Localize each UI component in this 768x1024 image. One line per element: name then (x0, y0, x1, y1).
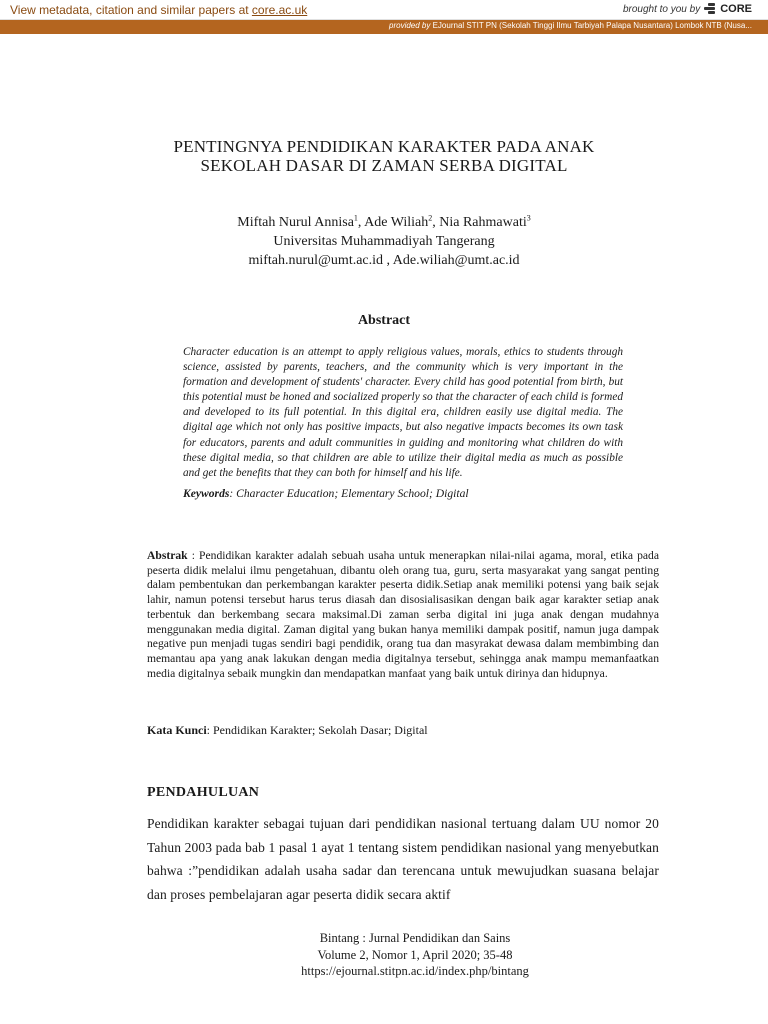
core-link[interactable]: core.ac.uk (251, 3, 308, 17)
brought-by-label: brought to you by (622, 3, 701, 15)
author-names (0, 213, 768, 232)
core-logo-text: CORE (720, 3, 752, 15)
provided-by-label: provided by (389, 21, 431, 30)
author-emails[interactable]: miftah.nurul@umt.ac.id , Ade.wiliah@umt.ac.id (248, 253, 520, 268)
kata-kunci-label: Kata Kunci (147, 723, 207, 737)
author-affiliation-mark: 2 (428, 213, 433, 223)
core-branding[interactable] (623, 3, 752, 15)
keywords-values: : Character Education; Elementary School; Digital (229, 487, 469, 500)
intro-paragraph: Pendidikan karakter sebagai tujuan dari pendidikan nasional tertuang dalam UU nomor 20 Tahun 2003 pada bab 1 pasal 1 ayat 1 tentang sistem pendidikan nasional yang menyebutkan bahwa :”pendidikan adalah usaha sadar dan terencana untuk mewujudkan suasana belajar dan proses pembelajaran agar peserta didik secara aktif (147, 816, 659, 902)
abstrak-text: : Pendidikan karakter adalah sebuah usaha untuk menerapkan nilai-nilai agama, moral, etika pada peserta didik melalui ilmu pengetahuan, dibantu oleh orang tua, guru, serta masyarakat yang sangat penting dalam pembentukan dan perkembangan karakter peserta didik.Setiap anak memiliki potensi yang baik sejak lahir, namun potensi tersebut harus terus diasah dan disosialisasikan dengan baik agar karakter setiap anak terbentuk dan berkembang secara maksimal.Di zaman serba digital ini juga anak dengan mudahnya menggunakan media digital. Zaman digital yang bukan hanya memiliki dampak positif, namun juga dampak negative pun menjadi tugas sendiri bagi pendidik, orang tua dan masyrakat dewasa dalam membimbing dan memantau apa yang anak lakukan dengan media digitalnya tersebut, sehingga anak mampu memanfaatkan media digitalnya sebaik mungkin dan mendapatkan manfaat yang baik untuk dirinya dan hidupnya. (147, 549, 659, 680)
intro-paragraph-container (147, 812, 659, 907)
section-heading: PENDAHULUAN (147, 785, 260, 800)
paper-title (0, 137, 768, 175)
title-line-2: SEKOLAH DASAR DI ZAMAN SERBA DIGITAL (200, 156, 568, 175)
provided-by-source: EJournal STIT PN (Sekolah Tinggi Ilmu Tarbiyah Palapa Nusantara) Lombok NTB (Nusa... (432, 21, 752, 30)
metadata-notice (10, 3, 307, 17)
author-separator: , (432, 215, 440, 230)
abstrak-label: Abstrak (147, 549, 188, 562)
journal-name: Bintang : Jurnal Pendidikan dan Sains (319, 931, 511, 945)
core-banner-top (0, 0, 768, 20)
journal-issue: Volume 2, Nomor 1, April 2020; 35-48 (317, 947, 513, 962)
author-name: Nia Rahmawati (439, 215, 527, 230)
author-block (0, 213, 768, 270)
keywords-indonesian (147, 723, 659, 738)
provided-by-notice[interactable] (389, 21, 752, 30)
core-banner (0, 0, 768, 34)
abstract-indonesian (147, 549, 659, 681)
provided-by-bar (0, 20, 768, 34)
core-logo-icon (704, 3, 716, 15)
journal-url[interactable]: https://ejournal.stitpn.ac.id/index.php/bintang (301, 964, 529, 978)
affiliation: Universitas Muhammadiyah Tangerang (273, 234, 495, 249)
author-name: Ade Wiliah (364, 215, 429, 230)
page-footer (0, 930, 768, 980)
keywords-english (183, 487, 623, 500)
author-separator: , (357, 215, 365, 230)
author-affiliation-mark: 3 (526, 213, 531, 223)
author-affiliation-mark: 1 (353, 213, 358, 223)
abstract-english: Character education is an attempt to apply religious values, morals, ethics to students through science, assisted by parents, teachers, and the community which is very important in the formation and development of students' character. Every child has good potential from birth, but this potential must be honed and socialized properly so that the character of each child is formed and developed to its full potential. In this digital era, children easily use digital media. The digital age which not only has positive impacts, but also negative impacts becomes its own task for educators, parents and adult communities in guiding and monitoring what children do with these digital media, so that children are able to utilize their digital media as much as possible and get the benefits that they can both for himself and his life. (183, 346, 623, 479)
keywords-label: Keywords (183, 487, 230, 500)
author-name: Miftah Nurul Annisa (237, 215, 354, 230)
kata-kunci-values: : Pendidikan Karakter; Sekolah Dasar; Digital (206, 723, 428, 737)
metadata-prefix: View metadata, citation and similar papers at (10, 3, 252, 17)
title-line-1: PENTINGNYA PENDIDIKAN KARAKTER PADA ANAK (173, 137, 595, 156)
abstract-heading: Abstract (357, 313, 411, 328)
